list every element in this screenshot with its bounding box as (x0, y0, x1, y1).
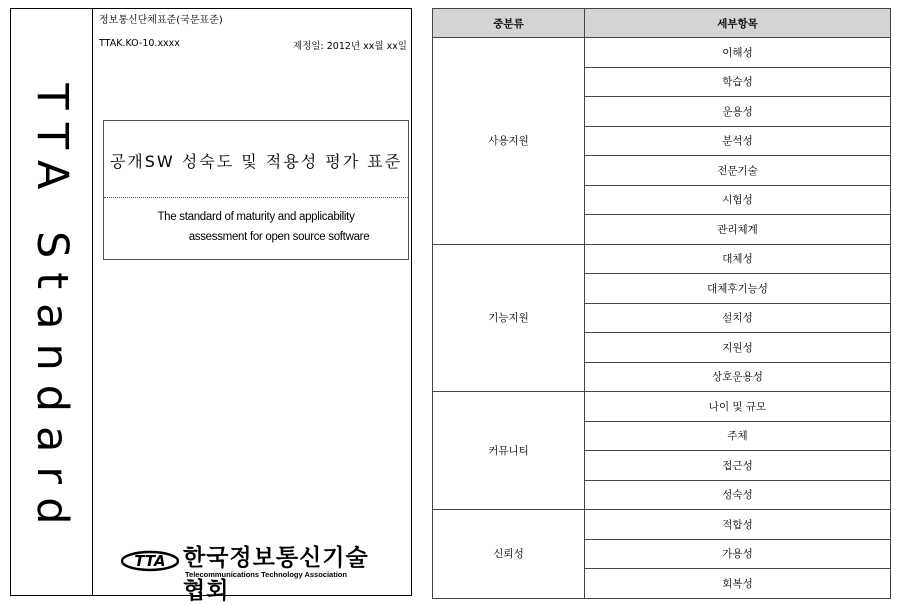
svg-text:TTA: TTA (134, 552, 166, 570)
detail-item-cell: 대체성 (585, 244, 891, 274)
logo-english-name: Telecommunications Technology Association (185, 570, 347, 579)
table-row (433, 392, 891, 422)
tta-logo-mark-icon (121, 550, 179, 572)
detail-item-cell: 나이 및 규모 (585, 392, 891, 422)
detail-item-cell: 성숙성 (585, 480, 891, 510)
title-english-line-2: assessment for open source software (188, 231, 370, 243)
table-row (433, 244, 891, 274)
detail-item-cell: 접근성 (585, 451, 891, 481)
category-cell: 사용지원 (433, 38, 585, 245)
title-korean: 공개SW 성숙도 및 적용성 평가 표준 (109, 152, 403, 171)
table-row (433, 510, 891, 540)
detail-item-cell: 전문기술 (585, 156, 891, 186)
table-body (433, 38, 891, 599)
table-header-row (433, 9, 891, 38)
detail-item-cell: 분석성 (585, 126, 891, 156)
detail-item-cell: 지원성 (585, 333, 891, 363)
header-category: 중분류 (433, 9, 585, 38)
detail-item-cell: 가용성 (585, 539, 891, 569)
title-english-line-1: The standard of maturity and applicability (157, 211, 355, 223)
evaluation-items-table-container (432, 8, 890, 597)
category-cell: 신뢰성 (433, 510, 585, 599)
header-detail-item: 세부항목 (585, 9, 891, 38)
document-number: TTAK.KO-10.xxxx (99, 38, 180, 49)
detail-item-cell: 관리체계 (585, 215, 891, 245)
enactment-date: 제정일: 2012년 xx월 xx일 (293, 41, 407, 52)
title-box (103, 120, 409, 260)
detail-item-cell: 주체 (585, 421, 891, 451)
detail-item-cell: 적합성 (585, 510, 891, 540)
detail-item-cell: 운용성 (585, 97, 891, 127)
tta-logo (121, 543, 391, 604)
detail-item-cell: 회복성 (585, 569, 891, 599)
standard-cover-page (10, 8, 412, 604)
title-english (104, 207, 408, 247)
detail-item-cell: 시험성 (585, 185, 891, 215)
spine-title: TTA Standard (27, 83, 77, 539)
detail-item-cell: 설치성 (585, 303, 891, 333)
detail-item-cell: 대체후기능성 (585, 274, 891, 304)
logo-korean-name: 한국정보통신기술협회 (183, 545, 369, 604)
cover-spine (11, 9, 93, 595)
standard-type-label: 정보통신단체표준(국문표준) (99, 15, 223, 26)
category-cell: 기능지원 (433, 244, 585, 392)
category-cell: 커뮤니티 (433, 392, 585, 510)
detail-item-cell: 상호운용성 (585, 362, 891, 392)
detail-item-cell: 이해성 (585, 38, 891, 68)
table-row (433, 38, 891, 68)
detail-item-cell: 학습성 (585, 67, 891, 97)
evaluation-items-table (432, 8, 891, 599)
title-divider (104, 197, 408, 198)
